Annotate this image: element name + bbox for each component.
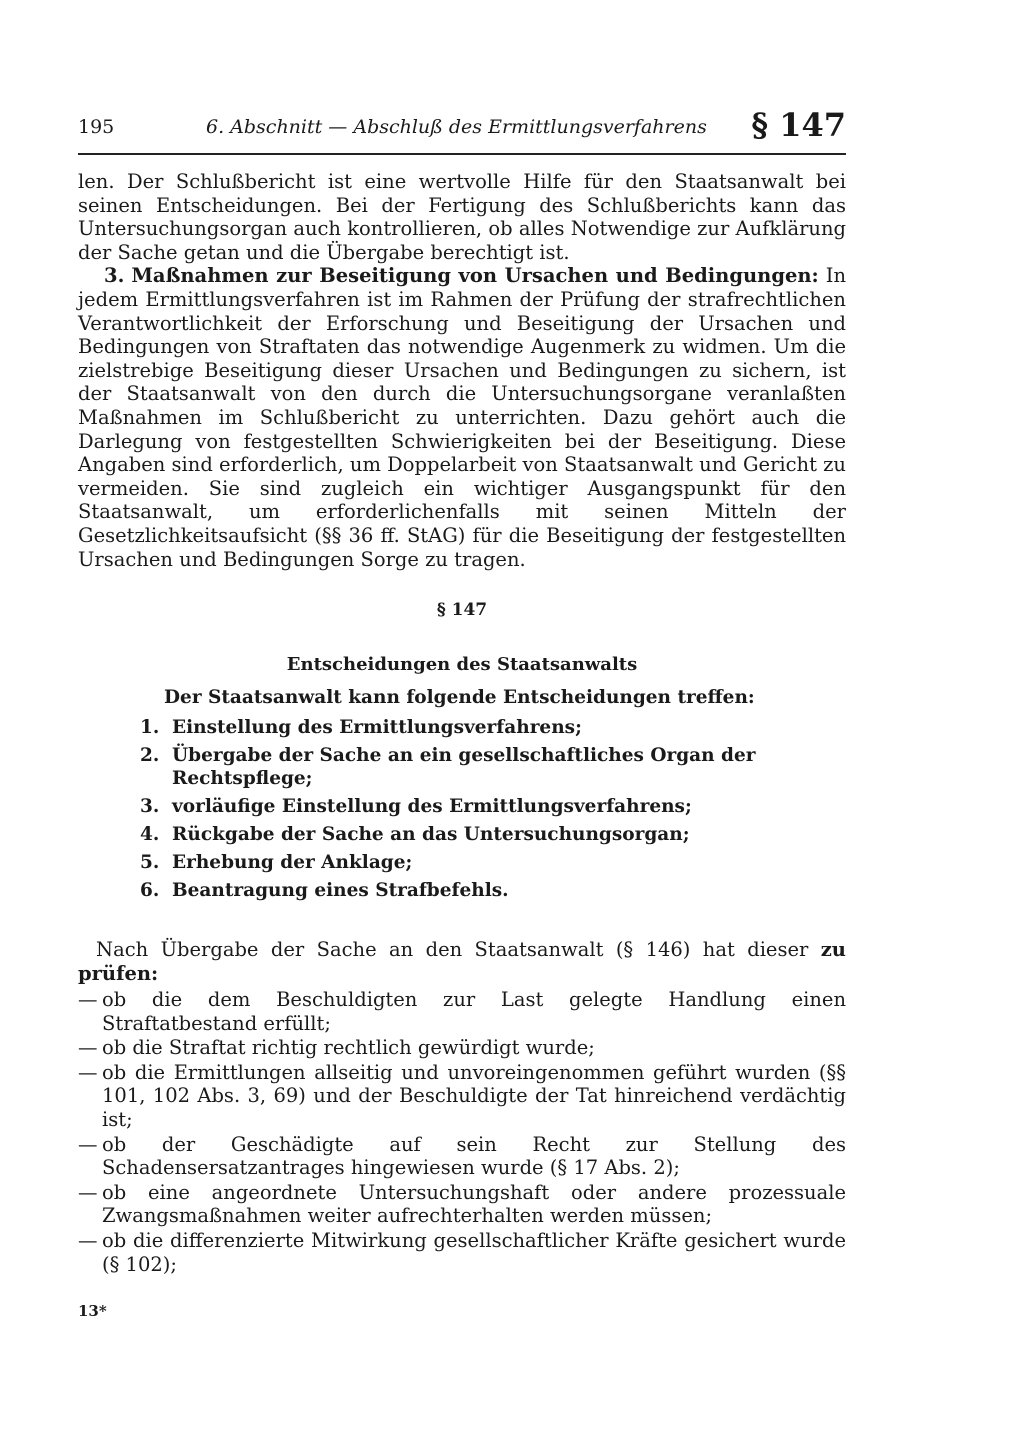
checklist-text: ob die Ermittlungen allseitig und unvoreingenommen geführt wurden (§§ 101, 102 Abs. 3, 69) und der Beschuldigte der Tat hinreichend verdächtig ist; bbox=[102, 1060, 846, 1131]
checklist-item bbox=[78, 988, 846, 1035]
decision-number: 3. bbox=[140, 796, 160, 817]
intro-paragraph: len. Der Schlußbericht ist eine wertvolle Hilfe für den Staatsanwalt bei seinen Entscheidungen. Bei der Fertigung des Schlußberichts kann das Untersuchungsorgan auch kontrollieren, ob alles Notwendige zur Aufklärung der Sache getan und die Übergabe berechtigt ist. bbox=[78, 170, 846, 264]
decision-text: vorläufige Einstellung des Ermittlungsverfahrens; bbox=[172, 796, 692, 817]
checklist-item bbox=[78, 1036, 846, 1060]
decisions-block bbox=[140, 686, 780, 907]
checklist-item bbox=[78, 1181, 846, 1228]
page-number: 195 bbox=[78, 116, 115, 138]
measures-heading: Maßnahmen zur Beseitigung von Ursachen und Bedingungen: bbox=[131, 264, 819, 288]
decision-number: 2. bbox=[140, 745, 160, 766]
section-title: Entscheidungen des Staatsanwalts bbox=[286, 654, 638, 675]
decision-number: 5. bbox=[140, 852, 160, 873]
checklist-item bbox=[78, 1061, 846, 1132]
checklist-text: ob die dem Beschuldigten zur Last gelegte Handlung einen Straftatbestand erfüllt; bbox=[102, 988, 846, 1035]
checklist-item bbox=[78, 1133, 846, 1180]
commentary-body bbox=[78, 170, 846, 571]
review-block bbox=[78, 938, 846, 1277]
decision-text: Beantragung eines Strafbefehls. bbox=[172, 880, 509, 901]
signature-mark: 13* bbox=[78, 1302, 107, 1320]
dash-marker: — bbox=[78, 1036, 98, 1060]
decision-text: Einstellung des Ermittlungsverfahrens; bbox=[172, 717, 582, 738]
dash-marker: — bbox=[78, 1228, 98, 1252]
decision-item bbox=[140, 744, 780, 790]
dash-marker: — bbox=[78, 1180, 98, 1204]
decision-number: 4. bbox=[140, 824, 160, 845]
checklist-text: ob die Straftat richtig rechtlich gewürdigt wurde; bbox=[102, 1036, 595, 1060]
decision-item bbox=[140, 851, 780, 874]
decision-text: Übergabe der Sache an ein gesellschaftliches Organ der Rechtspflege; bbox=[172, 745, 756, 789]
decisions-intro: Der Staatsanwalt kann folgende Entscheidungen treffen: bbox=[164, 687, 755, 708]
measures-paragraph bbox=[78, 264, 846, 571]
review-intro-emphasis: zu prüfen: bbox=[78, 938, 846, 985]
running-head: 6. Abschnitt — Abschluß des Ermittlungsverfahrens bbox=[206, 116, 707, 138]
decision-text: Rückgabe der Sache an das Untersuchungsorgan; bbox=[172, 824, 690, 845]
dash-marker: — bbox=[78, 988, 98, 1011]
decision-list bbox=[140, 716, 780, 902]
decision-item bbox=[140, 795, 780, 818]
checklist-text: ob der Geschädigte auf sein Recht zur Stellung des Schadensersatzantrages hingewiesen wurde (§ 17 Abs. 2); bbox=[102, 1132, 846, 1180]
header-section-number: § 147 bbox=[751, 106, 846, 144]
checklist-item bbox=[78, 1229, 846, 1276]
measures-number: 3. bbox=[104, 264, 125, 288]
decision-number: 6. bbox=[140, 880, 160, 901]
decision-number: 1. bbox=[140, 717, 160, 738]
measures-text: In jedem Ermittlungsverfahren ist im Rahmen der Prüfung der strafrechtlichen Verantwortlichkeit der Erforschung und Beseitigung der Ursachen und Bedingungen von Straftaten das notwendige Augenmerk zu widmen. Um die zielstrebige Beseitigung dieser Ursachen und Bedingungen zu sichern, ist der Staatsanwalt von den durch die Untersuchungsorgane veranlaßten Maßnahmen im Schlußbericht zu unterrichten. Dazu gehört auch die Darlegung von festgestellten Schwierigkeiten bei der Beseitigung. Diese Angaben sind erforderlich, um Doppelarbeit von Staatsanwalt und Gericht zu vermeiden. Sie sind zugleich ein wichtiger Ausgangspunkt für den Staatsanwalt, um erforderlichenfalls mit seinen Mitteln der Gesetzlichkeitsaufsicht (§§ 36 ff. StAG) für die Beseitigung der festgestellten Ursachen und Bedingungen Sorge zu tragen. bbox=[78, 264, 847, 571]
review-intro-text: Nach Übergabe der Sache an den Staatsanwalt (§ 146) hat dieser bbox=[96, 938, 821, 961]
page-header bbox=[78, 106, 846, 154]
decision-item bbox=[140, 716, 780, 739]
decision-item bbox=[140, 823, 780, 846]
checklist-text: ob eine angeordnete Untersuchungshaft oder andere prozessuale Zwangsmaßnahmen weiter aufrechterhalten werden müssen; bbox=[102, 1180, 846, 1228]
header-rule bbox=[78, 153, 846, 155]
section-heading: § 147 bbox=[436, 600, 488, 620]
dash-marker: — bbox=[78, 1132, 98, 1156]
decision-item bbox=[140, 879, 780, 902]
review-intro bbox=[78, 938, 846, 986]
review-checklist bbox=[78, 988, 846, 1276]
checklist-text: ob die differenzierte Mitwirkung gesellschaftlicher Kräfte gesichert wurde (§ 102); bbox=[102, 1228, 846, 1276]
dash-marker: — bbox=[78, 1060, 98, 1084]
decision-text: Erhebung der Anklage; bbox=[172, 852, 413, 873]
